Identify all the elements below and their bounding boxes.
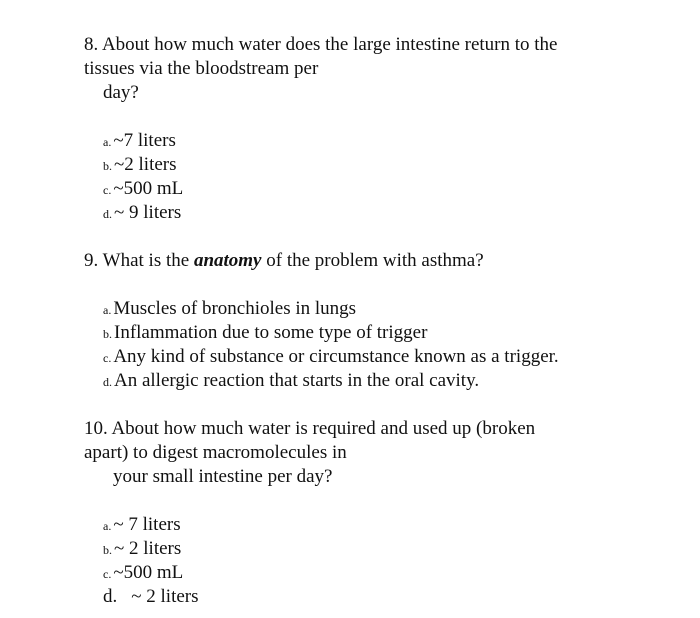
q8-option-b-text: ~2 liters	[114, 154, 177, 175]
q10-option-d-text: ~ 2 liters	[131, 586, 199, 607]
q10-option-a-text: ~ 7 liters	[113, 514, 181, 535]
q9-option-b-letter: b.	[103, 327, 112, 341]
q8-text-line-3: day?	[103, 82, 139, 103]
q9-option-b	[103, 321, 427, 346]
q9-option-d	[103, 369, 479, 394]
q10-option-b-text: ~ 2 liters	[114, 538, 182, 559]
q9-option-d-letter: d.	[103, 375, 112, 389]
q9-option-a-text: Muscles of bronchioles in lungs	[113, 298, 357, 319]
q8-option-a-text: ~7 liters	[113, 130, 176, 151]
q9-text-before: 9. What is the	[84, 250, 194, 271]
q10-option-b	[103, 537, 181, 562]
q8-option-d	[103, 201, 181, 226]
q8-option-c-letter: c.	[103, 183, 112, 197]
q8-text-line-1: 8. About how much water does the large intestine return to the	[84, 34, 558, 55]
q10-text-line-2: apart) to digest macromolecules in	[84, 442, 347, 463]
q9-option-a	[103, 297, 356, 322]
q8-option-d-text: ~ 9 liters	[114, 202, 182, 223]
q9-option-d-text: An allergic reaction that starts in the oral cavity.	[114, 370, 480, 391]
q10-option-c	[103, 561, 183, 586]
q8-option-d-letter: d.	[103, 207, 112, 221]
q10-text-line-1: 10. About how much water is required and used up (broken	[84, 418, 536, 439]
q9-option-c	[103, 345, 559, 370]
q9-option-c-letter: c.	[103, 351, 112, 365]
q9-text-after: of the problem with asthma?	[261, 250, 484, 271]
q8-option-c-text: ~500 mL	[113, 178, 184, 199]
q10-option-b-letter: b.	[103, 543, 112, 557]
q10-option-d-letter: d.	[103, 586, 118, 607]
q9-option-b-text: Inflammation due to some type of trigger	[114, 322, 428, 343]
q10-option-c-text: ~500 mL	[113, 562, 184, 583]
q8-option-a-letter: a.	[103, 135, 112, 149]
q10-option-d	[103, 585, 199, 609]
q10-option-c-letter: c.	[103, 567, 112, 581]
q8-option-b	[103, 153, 177, 178]
q8-option-a	[103, 129, 176, 154]
q10-option-a-letter: a.	[103, 519, 112, 533]
q9-option-c-text: Any kind of substance or circumstance known as a trigger.	[113, 346, 559, 367]
q8-option-b-letter: b.	[103, 159, 112, 173]
q9-text-emphasis: anatomy	[193, 250, 262, 271]
q8-text-line-2: tissues via the bloodstream per	[84, 58, 319, 79]
q8-option-c	[103, 177, 183, 202]
q9-option-a-letter: a.	[103, 303, 112, 317]
q9-text	[84, 249, 484, 273]
q10-option-a	[103, 513, 181, 538]
q10-text-line-3: your small intestine per day?	[113, 466, 333, 487]
